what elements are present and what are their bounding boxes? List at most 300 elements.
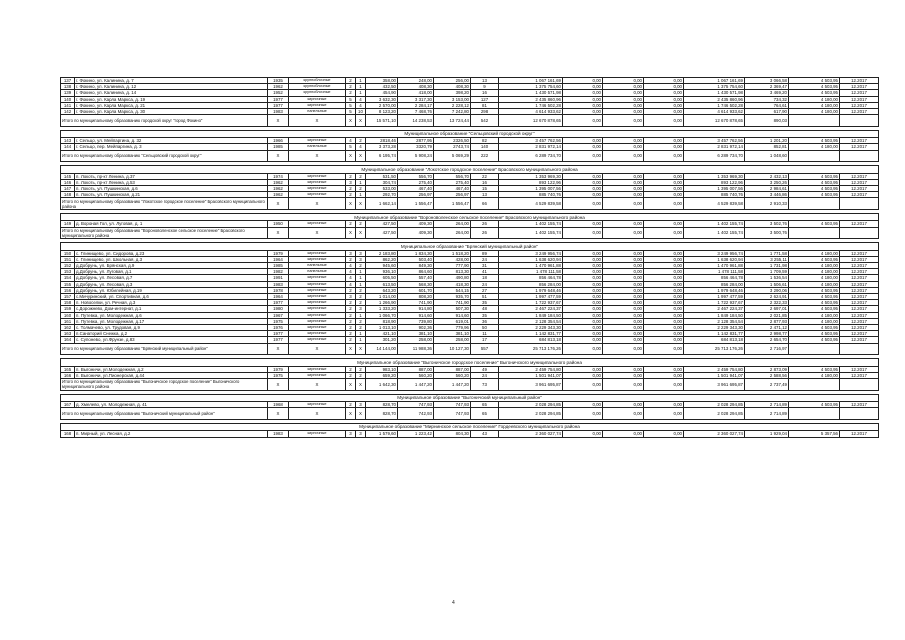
zero-cell: 0,00	[563, 96, 603, 102]
address-cell: г. Фокино, ул. Карла Маркса, д. 30	[75, 109, 268, 115]
cost-cell: 2 229 343,30	[499, 325, 563, 331]
address-cell: д. Вороная Гол, ул. Луговая, д. 1	[75, 221, 268, 227]
residents-cell: 26	[471, 221, 499, 227]
floors-cell: 2	[346, 78, 356, 84]
zero-cell: 0,00	[563, 173, 603, 179]
total-area-cell: 1 579,60	[366, 431, 398, 437]
zero-cell: 0,00	[563, 179, 603, 185]
total-cost-cell: 885 740,76	[684, 192, 745, 198]
cost-cell: 2 028 294,85	[499, 402, 563, 408]
subtotal-residents: 65	[471, 408, 499, 420]
floors-cell: 4	[346, 269, 356, 275]
zero-cell: 0,00	[563, 281, 603, 287]
x-marker-cell: X	[346, 408, 356, 420]
row-number: 139	[61, 90, 75, 96]
wall-material-cell: кирпичные	[289, 372, 346, 378]
zero-cell: 0,00	[644, 179, 684, 185]
empty-cell	[789, 379, 840, 391]
limit-cost-cell: 4 503,95	[789, 179, 840, 185]
row-number: 145	[61, 173, 75, 179]
address-cell: д.Добрунь, ул. Лесовая, д.7	[75, 275, 268, 281]
subtotal-row	[61, 227, 879, 239]
living-area-cell: 408,30	[398, 84, 434, 90]
total-cost-cell: 1 501 941,07	[684, 372, 745, 378]
zero-cell: 0,00	[603, 366, 644, 372]
empty-cell	[789, 227, 840, 239]
subtotal-zero: 0,00	[603, 227, 644, 239]
empty-cell	[789, 408, 840, 420]
limit-cost-cell: 4 503,95	[789, 192, 840, 198]
cost-cell: 2 435 860,96	[499, 96, 563, 102]
row-number: 162	[61, 325, 75, 331]
subtotal-zero: 0,00	[603, 379, 644, 391]
living-area-cell: 556,70	[398, 173, 434, 179]
wall-material-cell: панельные	[289, 263, 346, 269]
block-spacer	[61, 437, 879, 441]
total-area-cell: 1 266,90	[366, 300, 398, 306]
total-area-cell: 2818,46	[366, 138, 398, 144]
wall-material-cell: кирпичные	[289, 402, 346, 408]
subtotal-cost: 6 289 734,70	[499, 150, 563, 162]
address-cell: с. Глинищево, ул. Сидорова, д.23	[75, 250, 268, 256]
row-number: 160	[61, 312, 75, 318]
entrances-cell: 3	[356, 402, 366, 408]
row-number: 138	[61, 84, 75, 90]
year-cell: 1982	[268, 269, 289, 275]
date-cell: 12.2017	[840, 96, 879, 102]
specific-cost-cell: 3 066,58	[745, 78, 789, 84]
zero-cell: 0,00	[563, 366, 603, 372]
specific-cost-cell: 1 929,04	[745, 431, 789, 437]
date-cell: 12.2017	[840, 102, 879, 108]
entrances-cell: 2	[356, 300, 366, 306]
limit-cost-cell: 4 503,95	[789, 294, 840, 300]
subtotal-zero: 0,00	[603, 408, 644, 420]
floors-cell: 2	[346, 221, 356, 227]
subtotal-label: Итого по муниципальному образованию "Брянский муниципальный район"	[61, 343, 268, 355]
x-marker-cell: X	[268, 227, 289, 239]
total-cost-cell: 893 122,96	[684, 179, 745, 185]
total-area-cell: 1 333,20	[366, 306, 398, 312]
zero-cell: 0,00	[563, 312, 603, 318]
zero-cell: 0,00	[644, 318, 684, 324]
private-area-cell: 256,00	[434, 78, 471, 84]
wall-material-cell: кирпичные	[289, 325, 346, 331]
entrances-cell: 1	[356, 312, 366, 318]
subtotal-cost: 25 713 176,26	[499, 343, 563, 355]
limit-cost-cell: 4 180,00	[789, 312, 840, 318]
address-cell: с.Дорожнево, Дом-интернат, д.1	[75, 306, 268, 312]
residents-cell: 22	[471, 173, 499, 179]
subtotal-living-area: 14 238,53	[398, 115, 434, 127]
cost-cell: 1 142 831,77	[499, 331, 563, 337]
date-cell: 12.2017	[840, 90, 879, 96]
date-cell: 12.2017	[840, 300, 879, 306]
living-area-cell: 418,00	[398, 90, 434, 96]
subtotal-total-cost: 3 961 695,87	[684, 379, 745, 391]
wall-material-cell: панельные	[289, 109, 346, 115]
registry-table-sheet	[60, 77, 878, 441]
entrances-cell: 3	[356, 431, 366, 437]
residents-cell: 35	[471, 312, 499, 318]
date-cell: 12.2017	[840, 221, 879, 227]
year-cell: 1979	[268, 250, 289, 256]
zero-cell: 0,00	[644, 366, 684, 372]
limit-cost-cell: 4 503,95	[789, 84, 840, 90]
total-area-cell: 936,10	[366, 269, 398, 275]
year-cell: 1980	[268, 306, 289, 312]
subtotal-row	[61, 408, 879, 420]
total-cost-cell: 2 028 294,85	[684, 402, 745, 408]
subtotal-label: Итого по муниципальному образованию "Выгоничский муниципальный район"	[61, 408, 268, 420]
private-area-cell: 490,80	[434, 275, 471, 281]
wall-material-cell: кирпичные	[289, 306, 346, 312]
year-cell: 1962	[268, 186, 289, 192]
row-number: 167	[61, 402, 75, 408]
subtotal-total-area: 1 642,30	[366, 379, 398, 391]
zero-cell: 0,00	[603, 138, 644, 144]
living-area-cell: 557,40	[398, 275, 434, 281]
subtotal-specific-cost: 2 910,33	[745, 198, 789, 210]
wall-material-cell: крупноблочные	[289, 78, 346, 84]
residents-cell: 9	[471, 84, 499, 90]
cost-cell: 885 740,76	[499, 192, 563, 198]
private-area-cell: 381,10	[434, 331, 471, 337]
limit-cost-cell: 4 180,00	[789, 263, 840, 269]
private-area-cell: 887,00	[434, 366, 471, 372]
total-area-cell: 292,70	[366, 192, 398, 198]
entrances-cell: 4	[356, 144, 366, 150]
zero-cell: 0,00	[644, 186, 684, 192]
limit-cost-cell: 4 503,95	[789, 331, 840, 337]
x-marker-cell: X	[346, 115, 356, 127]
floors-cell: 2	[346, 337, 356, 343]
subtotal-cost: 2 028 294,85	[499, 408, 563, 420]
year-cell: 1974	[268, 173, 289, 179]
zero-cell: 0,00	[603, 96, 644, 102]
zero-cell: 0,00	[644, 331, 684, 337]
limit-cost-cell: 4 503,95	[789, 287, 840, 293]
year-cell: 1968	[268, 402, 289, 408]
address-cell: д.Добрунь, ул. Луговая, д.1	[75, 269, 268, 275]
table-body	[61, 78, 879, 441]
limit-cost-cell: 4 503,95	[789, 186, 840, 192]
address-cell: п. Мирный, ул. Лесная, д.2	[75, 431, 268, 437]
specific-cost-cell: 2 877,93	[745, 318, 789, 324]
specific-cost-cell: 2 588,56	[745, 372, 789, 378]
floors-cell: 2	[346, 306, 356, 312]
zero-cell: 0,00	[644, 275, 684, 281]
date-cell: 12.2017	[840, 256, 879, 262]
date-cell: 12.2017	[840, 402, 879, 408]
wall-material-cell: кирпичные	[289, 287, 346, 293]
x-marker-cell: X	[346, 227, 356, 239]
limit-cost-cell: 4 503,95	[789, 256, 840, 262]
total-cost-cell: 1 638 620,94	[684, 256, 745, 262]
living-area-cell: 864,60	[398, 269, 434, 275]
address-cell: п. Путевка, ул. Молодежная, д.17	[75, 318, 268, 324]
year-cell: 1962	[268, 179, 289, 185]
floors-cell: 4	[346, 275, 356, 281]
cost-cell: 1 067 161,69	[499, 78, 563, 84]
zero-cell: 0,00	[563, 269, 603, 275]
zero-cell: 0,00	[603, 263, 644, 269]
zero-cell: 0,00	[563, 90, 603, 96]
year-cell: 1983	[268, 281, 289, 287]
residents-cell: 24	[471, 372, 499, 378]
zero-cell: 0,00	[563, 318, 603, 324]
floors-cell: 3	[346, 179, 356, 185]
wall-material-cell: кирпичные	[289, 300, 346, 306]
specific-cost-cell: 3 502,76	[745, 221, 789, 227]
date-cell: 12.2017	[840, 275, 879, 281]
living-area-cell: 2877,95	[398, 138, 434, 144]
subtotal-row	[61, 379, 879, 391]
zero-cell: 0,00	[603, 294, 644, 300]
entrances-cell: 1	[356, 337, 366, 343]
entrances-cell: 4	[356, 102, 366, 108]
living-area-cell: 248,00	[398, 78, 434, 84]
entrances-cell: 2	[356, 186, 366, 192]
private-area-cell: 264,00	[434, 221, 471, 227]
floors-cell: 4	[346, 138, 356, 144]
section-header-row	[61, 166, 879, 174]
entrances-cell: 2	[356, 372, 366, 378]
residents-cell: 50	[471, 325, 499, 331]
total-area-cell: 3 632,30	[366, 96, 398, 102]
private-area-cell: 258,00	[434, 337, 471, 343]
zero-cell: 0,00	[563, 78, 603, 84]
limit-cost-cell: 4 503,95	[789, 306, 840, 312]
zero-cell: 0,00	[603, 431, 644, 437]
cost-cell: 2 831 972,14	[499, 144, 563, 150]
date-cell: 12.2017	[840, 269, 879, 275]
zero-cell: 0,00	[644, 84, 684, 90]
zero-cell: 0,00	[644, 78, 684, 84]
total-cost-cell: 1 142 831,77	[684, 331, 745, 337]
residents-cell: 13	[471, 192, 499, 198]
x-marker-cell: X	[289, 198, 346, 210]
zero-cell: 0,00	[603, 192, 644, 198]
row-number: 157	[61, 294, 75, 300]
cost-cell: 856 284,00	[499, 281, 563, 287]
total-cost-cell: 3 249 956,74	[684, 250, 745, 256]
address-cell: п. Локоть, ул. Пушкинская, д.6	[75, 186, 268, 192]
zero-cell: 0,00	[603, 325, 644, 331]
limit-cost-cell: 4 180,00	[789, 96, 840, 102]
private-area-cell: 2326,50	[434, 138, 471, 144]
zero-cell: 0,00	[644, 256, 684, 262]
zero-cell: 0,00	[563, 331, 603, 337]
wall-material-cell: панельные	[289, 144, 346, 150]
wall-material-cell: кирпичные	[289, 256, 346, 262]
zero-cell: 0,00	[563, 192, 603, 198]
subtotal-private-area: 13 724,44	[434, 115, 471, 127]
living-area-cell: 1 834,30	[398, 250, 434, 256]
subtotal-total-area: 15 571,10	[366, 115, 398, 127]
residents-cell: 24	[471, 281, 499, 287]
zero-cell: 0,00	[603, 372, 644, 378]
living-area-cell: 914,80	[398, 306, 434, 312]
subtotal-living-area: 1 447,20	[398, 379, 434, 391]
subtotal-label: Итого по муниципальному образованию "Вороноволенское сельское поселение" Брасовского муниципального района	[61, 227, 268, 239]
total-cost-cell: 1 430 571,98	[684, 90, 745, 96]
section-title: Муниципальное образование "Локотское городское поселение" Брасовского муниципального района	[61, 166, 879, 174]
year-cell: 1975	[268, 318, 289, 324]
x-marker-cell: X	[268, 115, 289, 127]
specific-cost-cell: 2 021,85	[745, 312, 789, 318]
total-area-cell: 301,20	[366, 337, 398, 343]
limit-cost-cell: 4 180,00	[789, 109, 840, 115]
floors-cell: 3	[346, 431, 356, 437]
residents-cell: 36	[471, 318, 499, 324]
residents-cell: 298	[471, 109, 499, 115]
specific-cost-cell: 3 290,06	[745, 287, 789, 293]
date-cell: 12.2017	[840, 312, 879, 318]
row-number: 144	[61, 144, 75, 150]
subtotal-row	[61, 198, 879, 210]
living-area-cell: 741,90	[398, 300, 434, 306]
total-cost-cell: 1 067 161,69	[684, 78, 745, 84]
zero-cell: 0,00	[563, 300, 603, 306]
total-cost-cell: 856 284,00	[684, 281, 745, 287]
address-cell: г. Фокино, ул. Карла Маркса, д. 21	[75, 102, 268, 108]
row-number: 165	[61, 366, 75, 372]
address-cell: г. Сельцо, ул. Мейпаргина, д. 32	[75, 138, 268, 144]
year-cell: 1964	[268, 294, 289, 300]
cost-cell: 2 128 354,54	[499, 318, 563, 324]
year-cell: 1978	[268, 287, 289, 293]
row-number: 161	[61, 318, 75, 324]
entrances-cell: 1	[356, 90, 366, 96]
cost-cell: 2 360 027,74	[499, 431, 563, 437]
row-number: 149	[61, 221, 75, 227]
total-cost-cell: 1 746 502,28	[684, 102, 745, 108]
subtotal-zero: 0,00	[603, 198, 644, 210]
entrances-cell: 1	[356, 192, 366, 198]
empty-cell	[840, 379, 879, 391]
zero-cell: 0,00	[644, 402, 684, 408]
limit-cost-cell: 4 503,95	[789, 402, 840, 408]
zero-cell: 0,00	[563, 337, 603, 343]
date-cell: 12.2017	[840, 337, 879, 343]
subtotal-zero: 0,00	[563, 227, 603, 239]
residents-cell: 35	[471, 300, 499, 306]
row-number: 166	[61, 372, 75, 378]
section-header-row	[61, 243, 879, 251]
total-area-cell: 818,90	[366, 318, 398, 324]
year-cell: 1967	[268, 312, 289, 318]
private-area-cell: 3 153,00	[434, 96, 471, 102]
wall-material-cell: кирпичные	[289, 250, 346, 256]
row-number: 140	[61, 96, 75, 102]
subtotal-residents: 73	[471, 379, 499, 391]
address-cell: д. Хмелево, ул. Молодежная, д. 41	[75, 402, 268, 408]
date-cell: 12.2017	[840, 431, 879, 437]
floors-cell: 5	[346, 102, 356, 108]
row-number: 168	[61, 431, 75, 437]
entrances-cell: 2	[356, 366, 366, 372]
total-cost-cell: 1 849 184,50	[684, 312, 745, 318]
row-number: 137	[61, 78, 75, 84]
subtotal-specific-cost: 890,03	[745, 115, 789, 127]
zero-cell: 0,00	[563, 109, 603, 115]
specific-cost-cell: 1 709,59	[745, 269, 789, 275]
subtotal-zero: 0,00	[563, 343, 603, 355]
entrances-cell: 2	[356, 173, 366, 179]
total-cost-cell: 1 478 111,58	[684, 269, 745, 275]
row-number: 156	[61, 287, 75, 293]
total-cost-cell: 2 459 754,80	[684, 366, 745, 372]
total-area-cell: 1 066,70	[366, 312, 398, 318]
entrances-cell: 2	[356, 263, 366, 269]
total-cost-cell: 1 979 648,46	[684, 287, 745, 293]
wall-material-cell: кирпичные	[289, 366, 346, 372]
limit-cost-cell: 4 180,00	[789, 250, 840, 256]
entrances-cell: 1	[356, 269, 366, 275]
page-number: 4	[452, 600, 455, 606]
floors-cell: 3	[346, 294, 356, 300]
date-cell: 12.2017	[840, 372, 879, 378]
cost-cell: 1 375 754,60	[499, 84, 563, 90]
x-marker-cell: X	[268, 379, 289, 391]
specific-cost-cell: 2 873,09	[745, 366, 789, 372]
cost-cell: 1 501 941,07	[499, 372, 563, 378]
private-area-cell: 398,20	[434, 90, 471, 96]
living-area-cell: 914,60	[398, 312, 434, 318]
wall-material-cell: кирпичные	[289, 102, 346, 108]
total-cost-cell: 2 831 972,14	[684, 144, 745, 150]
limit-cost-cell: 4 503,95	[789, 337, 840, 343]
subtotal-cost: 3 961 695,87	[499, 379, 563, 391]
subtotal-total-area: 828,70	[366, 408, 398, 420]
limit-cost-cell: 5 357,56	[789, 431, 840, 437]
x-marker-cell: X	[356, 115, 366, 127]
row-number: 155	[61, 281, 75, 287]
subtotal-zero: 0,00	[644, 115, 684, 127]
total-area-cell: 613,50	[366, 281, 398, 287]
row-number: 163	[61, 331, 75, 337]
section-title: Муниципальное образование "Выгоничское городское поселение" Выгоничского муниципального района	[61, 359, 879, 367]
specific-cost-cell: 1 771,58	[745, 250, 789, 256]
empty-cell	[789, 343, 840, 355]
row-number: 152	[61, 263, 75, 269]
cost-cell: 1 395 007,56	[499, 186, 563, 192]
cost-cell: 1 353 969,30	[499, 173, 563, 179]
total-area-cell: 1 014,00	[366, 294, 398, 300]
date-cell: 12.2017	[840, 263, 879, 269]
entrances-cell: 3	[356, 306, 366, 312]
specific-cost-cell: 3 250,26	[745, 179, 789, 185]
zero-cell: 0,00	[563, 250, 603, 256]
subtotal-residents: 66	[471, 198, 499, 210]
subtotal-zero: 0,00	[563, 379, 603, 391]
date-cell: 12.2017	[840, 294, 879, 300]
date-cell: 12.2017	[840, 179, 879, 185]
subtotal-private-area: 1 447,20	[434, 379, 471, 391]
date-cell: 12.2017	[840, 186, 879, 192]
zero-cell: 0,00	[603, 90, 644, 96]
total-area-cell: 945,60	[366, 263, 398, 269]
total-area-cell: 432,50	[366, 84, 398, 90]
floors-cell: 2	[346, 256, 356, 262]
private-area-cell: 813,30	[434, 269, 471, 275]
date-cell: 12.2017	[840, 173, 879, 179]
cost-cell: 856 464,78	[499, 275, 563, 281]
specific-cost-cell: 2 432,13	[745, 173, 789, 179]
private-area-cell: 804,30	[434, 431, 471, 437]
floors-cell: 2	[346, 84, 356, 90]
